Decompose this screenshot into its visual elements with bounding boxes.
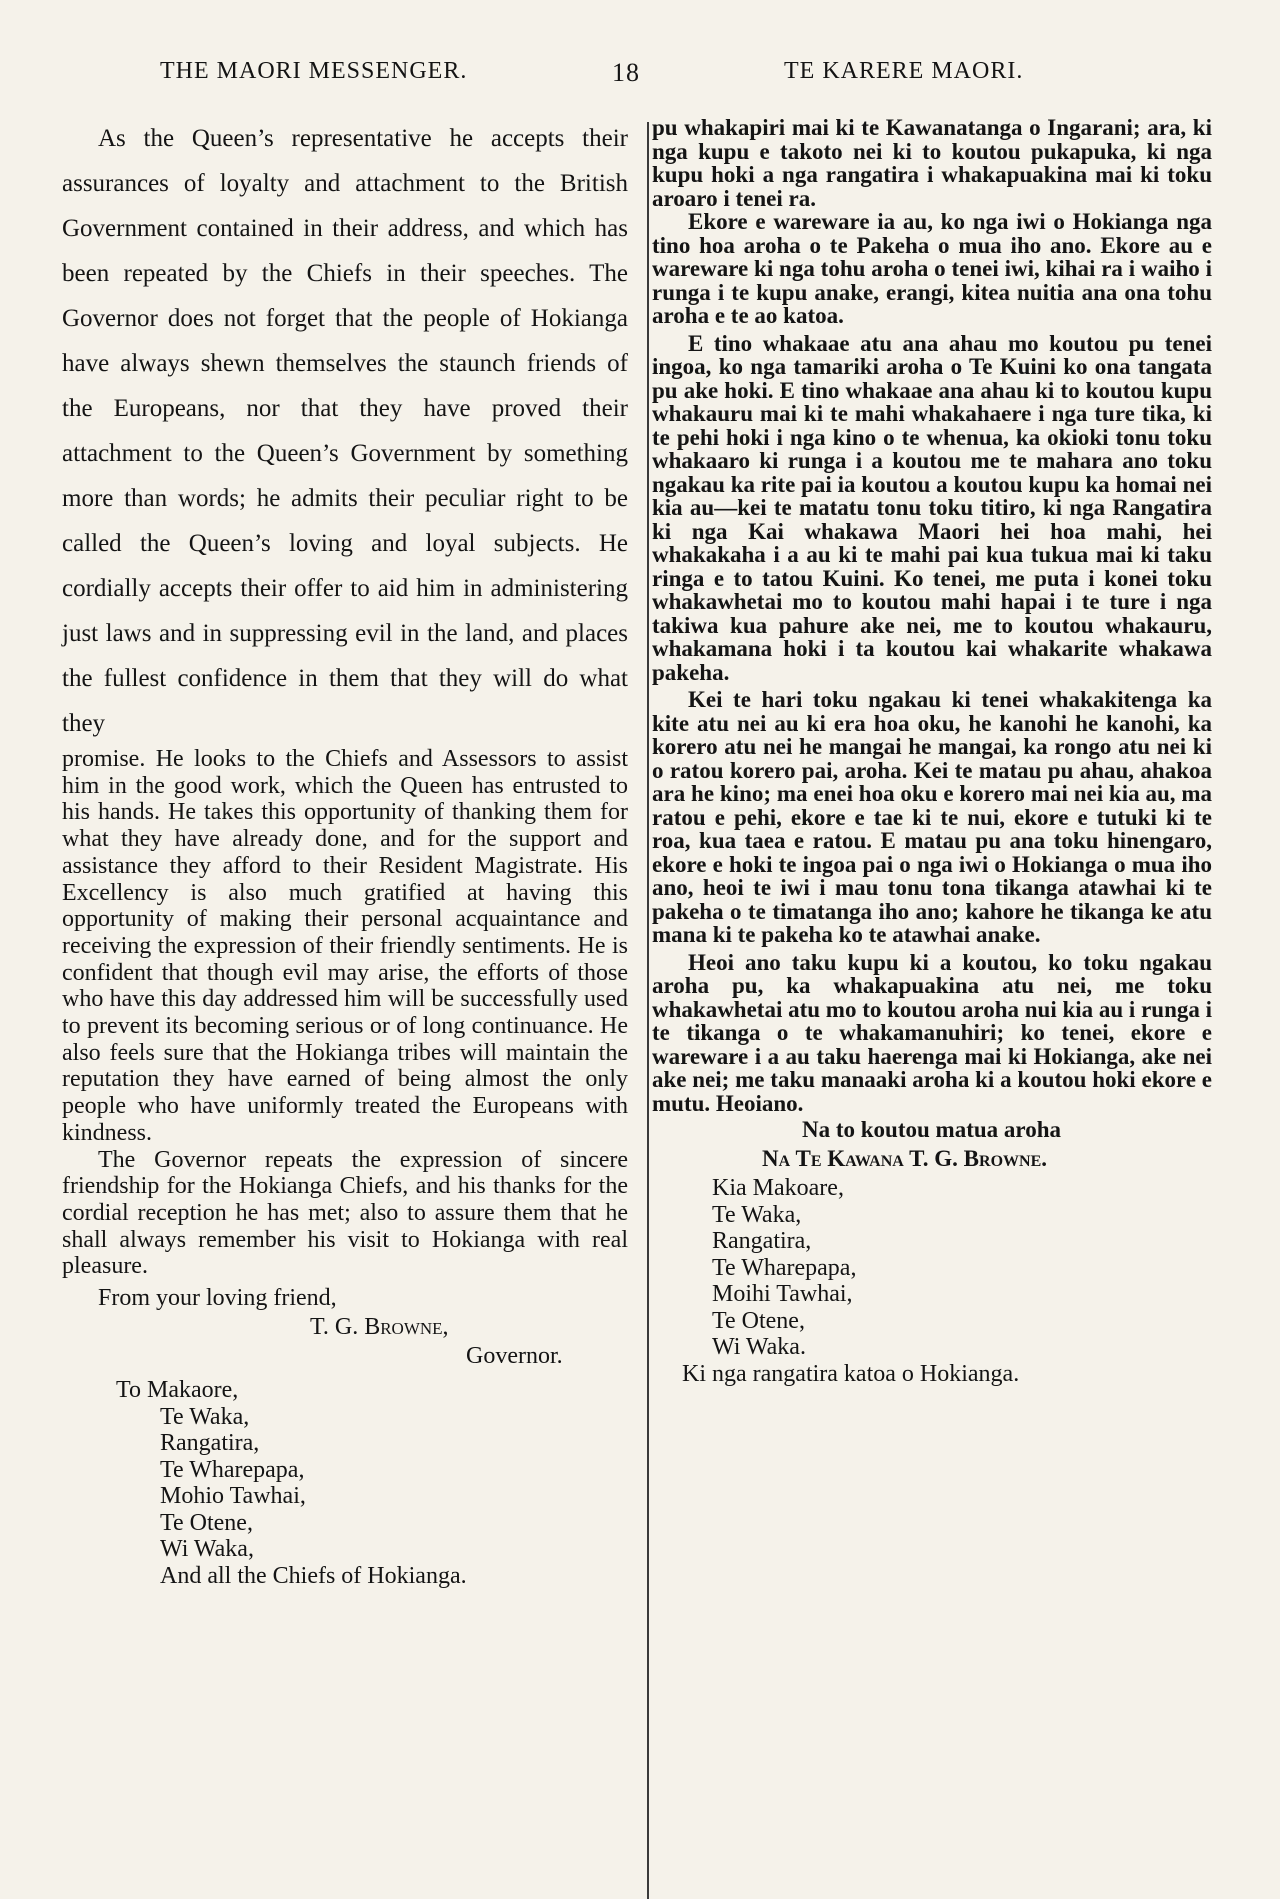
english-paragraph-1-continued: promise. He looks to the Chiefs and Assessors to assist him in the good work, which the Queen has entrusted to his hands. He takes this opportunity of thanking them for what they have already done, and for the support and assistance they afford to their Resident Magistrate. His Excellency is also much gratified at having this opportunity of making their personal acquaintance and receiving the expression of their friendly sentiments. He is confident that though evil may arise, the efforts of those who have this day addressed him will be successfully used to prevent its becoming serious or of long continuance. He also feels sure that the Hokianga tribes will maintain the reputation they have earned of being almost the only people who have uniformly treated the Europeans with kindness. [62, 746, 628, 1146]
english-signature-block [62, 1284, 628, 1371]
addressee: Wi Waka, [160, 1536, 254, 1563]
maori-column [652, 116, 1212, 1387]
addressee: Wi Waka. [712, 1334, 806, 1360]
addressee: Rangatira, [160, 1430, 260, 1457]
page-number: 18 [612, 58, 640, 87]
addressee: Te Otene, [160, 1509, 253, 1536]
addressee: Te Otene, [712, 1307, 805, 1334]
english-paragraph-2: The Governor repeats the expression of sincere friendship for the Hokianga Chiefs, and his thanks for the cordial reception he has met; also to assure them that he shall always remember his visit to Hokianga with real pleasure. [62, 1146, 628, 1280]
maori-signature: Na Te Kawana T. G. Browne. [762, 1146, 1047, 1171]
maori-paragraph-1: pu whakapiri mai ki te Kawanatanga o Ingarani; ara, ki nga kupu e takoto nei ki to koutou pukapuka, ki nga kupu hoki a nga rangatira i whakapuakina mai ki toku aroaro i tenei ra. [652, 115, 1212, 211]
english-signature-title: Governor. [466, 1343, 563, 1370]
addressee: Ki nga rangatira katoa o Hokianga. [682, 1360, 1020, 1387]
maori-addressee-list [652, 1175, 1212, 1387]
addressee: And all the Chiefs of Hokianga. [160, 1562, 467, 1589]
english-closing: From your loving friend, [98, 1285, 337, 1312]
english-addressee-list [62, 1377, 628, 1589]
addressee: To Makaore, [116, 1377, 239, 1404]
english-column [62, 116, 628, 1589]
maori-paragraph-4: Kei te hari toku ngakau ki tenei whakakitenga ka kite atu nei au ki era hoa oku, he kanohi he kanohi, ka korero atu nei he mangai he mangai, ka rongo atu nei ki o ratou korero pai, aroha. Kei te matau pu ahau, ahakoa ara he kino; ma enei hoa oku e korero mai nei kia au, ma ratou e pehi, ekore e tae ki te nui, ekore e tutuki ki te roa, kua taea e ratou. E matau pu ana toku hinengaro, ekore e hoki te ingoa pai o nga iwi o Hokianga o mua iho ano, heoi te iwi i mau tonu tona tikanga atawhai ki te pakeha o te timatanga iho ano; kahore he tikanga ke atu mana ki te pakeha ko te atawhai anake. [652, 687, 1212, 947]
page-header [0, 58, 1280, 98]
english-signature-name: T. G. Browne, [310, 1314, 449, 1341]
addressee: Te Wharepapa, [712, 1254, 857, 1281]
addressee: Te Wharepapa, [160, 1456, 305, 1483]
addressee: Te Waka, [712, 1201, 802, 1228]
column-divider [647, 122, 649, 1899]
maori-closing: Na to koutou matua aroha [802, 1117, 1061, 1142]
maori-paragraph-5: Heoi ano taku kupu ki a koutou, ko toku ngakau aroha pu, ka whakapuakina atu nei, me toku whakawhetai atu mo to koutou aroha nui kia au i runga i te tikanga o te whakamanuhiri; ko tenei, ekore e wareware i a au taku haerenga mai ki Hokianga, ake nei ake nei; me taku manaaki aroha ki a koutou hoki ekore e mutu. Heoiano. [652, 949, 1213, 1116]
maori-masthead: TE KARERE MAORI. [784, 58, 1024, 84]
maori-paragraph-2: Ekore e wareware ia au, ko nga iwi o Hokianga nga tino hoa aroha o te Pakeha o mua iho ano. Ekore au e wareware ki nga tohu aroha o tenei iwi, kihai ra i waiho i runga i te kupu anake, erangi, kitea nuitia ana ona tohu aroha e te ao katoa. [652, 209, 1212, 328]
addressee: Rangatira, [712, 1228, 812, 1254]
addressee: Kia Makoare, [712, 1175, 844, 1201]
english-masthead: THE MAORI MESSENGER. [160, 58, 468, 84]
addressee: Mohio Tawhai, [160, 1483, 306, 1510]
maori-paragraph-3: E tino whakaae atu ana ahau mo koutou pu tenei ingoa, ko nga tamariki aroha o Te Kuini ko ona tangata pu ake hoki. E tino whakaae ana ahau ki to koutou kupu whakauru mai ki te mahi whakahaere i nga ture tika, ki te pehi hoki i nga kino o te whenua, ka okioki tonu toku whakaaro ki runga i a koutou me te mahara ano toku ngakau ka rite pai ia koutou a koutou kupu ka homai nei kia au—kei te matatu tonu toku titiro, ki nga Rangatira ki nga Kai whakawa Maori hei hoa mahi, hei whakakaha i a au ki te mahi pai kua tukua mai ki taku ringa e to tatou Kuini. Ko tenei, me puta i konei toku whakawhetai mo to koutou mahi hapai i te ture i nga takiwa kua pahure ake nei, me to koutou whakauru, whakamana hoki i ta koutou kai whakarite whakawa pakeha. [652, 330, 1212, 685]
maori-signature-block [652, 1115, 1212, 1173]
addressee: Moihi Tawhai, [712, 1281, 853, 1307]
addressee: Te Waka, [160, 1403, 250, 1430]
english-paragraph-1: As the Queen’s representative he accepts their assurances of loyalty and attachment to the British Government contained in their address, and which has been repeated by the Chiefs in their speeches. The Governor does not forget that the people of Hokianga have always shewn themselves the staunch friends of the Europeans, nor that they have proved their attachment to the Queen’s Government by something more than words; he admits their peculiar right to be called the Queen’s loving and loyal subjects. He cordially accepts their offer to aid him in administering just laws and in suppressing evil in the land, and places the fullest confidence in them that they will do what they [62, 125, 628, 737]
